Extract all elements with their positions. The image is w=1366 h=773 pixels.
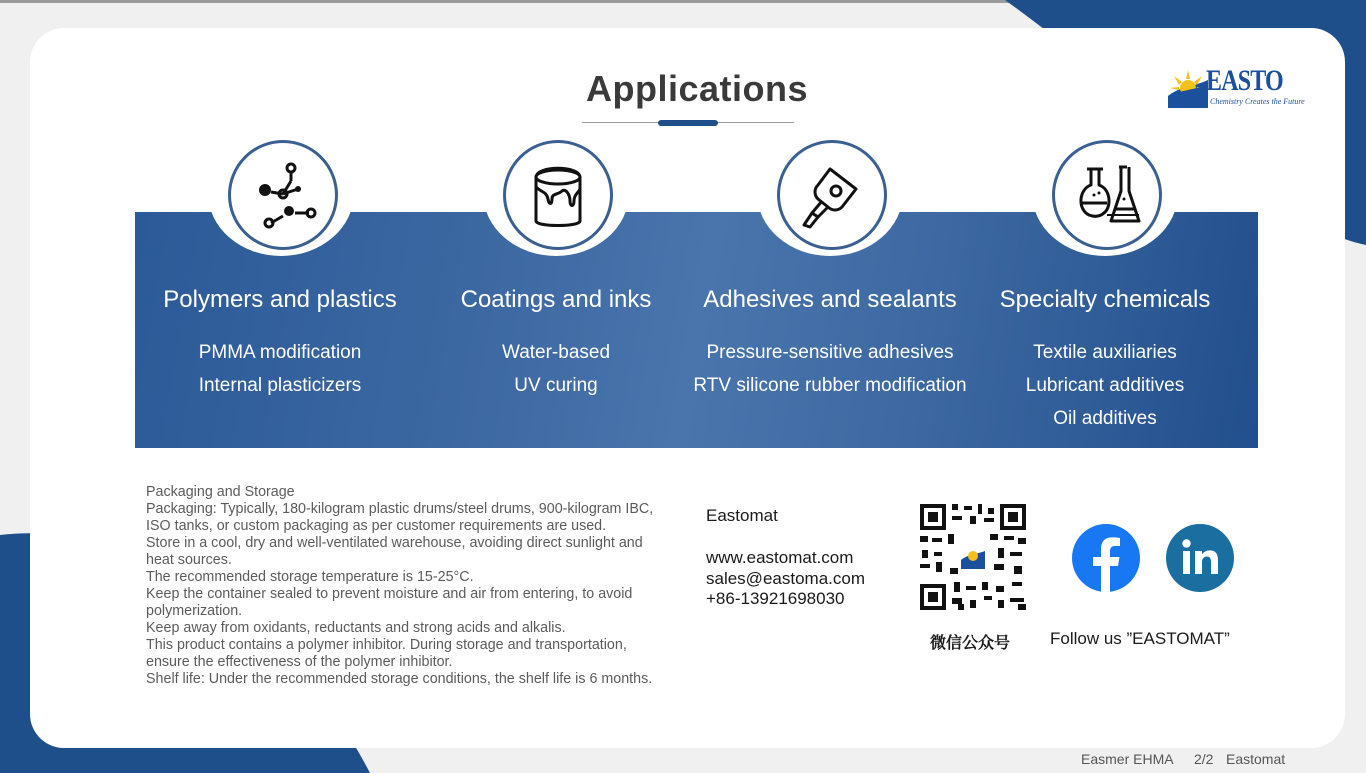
application-item: Internal plasticizers [198,375,362,396]
application-title: Polymers and plastics [163,286,397,313]
application-column-coatings [440,286,672,402]
logo-wordmark: EASTO [1206,64,1283,97]
application-title: Specialty chemicals [999,286,1211,313]
linkedin-icon[interactable] [1166,524,1234,592]
application-item: Textile auxiliaries [1033,342,1177,363]
packaging-line: The recommended storage temperature is 15-25°C. [146,569,474,585]
sun-logo-icon [1168,66,1208,108]
page-title: Applications [586,68,809,109]
packaging-line: Store in a cool, dry and well-ventilated warehouse, avoiding direct sunlight and heat sources. [146,535,643,568]
application-column-specialty [985,286,1225,435]
company-name: Eastomat [706,506,778,525]
application-column-adhesives [672,286,988,402]
website-link[interactable]: www.eastomat.com [706,548,854,567]
follow-us-text: Follow us ”EASTOMAT” [1050,629,1230,648]
application-item: Lubricant additives [1025,375,1185,396]
packaging-line: Keep the container sealed to prevent moisture and air from entering, to avoid polymerization. [146,586,633,619]
application-icon-circle [503,140,613,250]
footer-brand: Eastomat [1226,751,1286,767]
application-title: Adhesives and sealants [703,286,957,313]
packaging-heading: Packaging and Storage [146,484,295,500]
application-icon-circle [777,140,887,250]
title-accent-bar [658,120,718,126]
packaging-line: Shelf life: Under the recommended storage conditions, the shelf life is 6 months. [146,671,653,687]
application-item: RTV silicone rubber modification [693,375,967,396]
application-item: Pressure-sensitive adhesives [706,342,954,363]
packaging-line: Keep away from oxidants, reductants and strong acids and alkalis. [146,620,566,636]
application-item: Oil additives [1053,408,1157,429]
email-link[interactable]: sales@eastoma.com [706,568,865,588]
lab-flask-icon [1067,155,1147,235]
paint-bucket-icon [518,155,598,235]
footer-product: Easmer EHMA [1081,751,1174,767]
facebook-icon[interactable] [1072,524,1140,592]
packaging-line: Packaging: Typically, 180-kilogram plastic drums/steel drums, 900-kilogram IBC, ISO tanks, or custom packaging as per customer requirements are used. [146,501,654,534]
phone-number: +86-13921698030 [706,589,845,608]
wechat-qr-code[interactable] [918,502,1028,612]
footer-page-number: 2/2 [1194,751,1214,767]
application-icon-circle [1052,140,1162,250]
contact-info [706,506,865,610]
application-item: PMMA modification [198,342,362,363]
application-title: Coatings and inks [460,286,652,313]
molecule-icon [243,155,323,235]
qr-caption: 微信公众号 [930,633,1011,652]
company-logo [1168,64,1305,110]
application-item: UV curing [514,375,598,396]
packaging-storage-text [146,484,666,688]
application-column-polymers [150,286,410,402]
logo-tagline: Chemistry Creates the Future [1210,97,1305,106]
application-icon-circle [228,140,338,250]
application-item: Water-based [501,342,611,363]
glue-bottle-icon [792,155,872,235]
packaging-line: This product contains a polymer inhibitor. During storage and transportation, ensure the effectiveness of the polymer inhibitor. [146,637,627,670]
